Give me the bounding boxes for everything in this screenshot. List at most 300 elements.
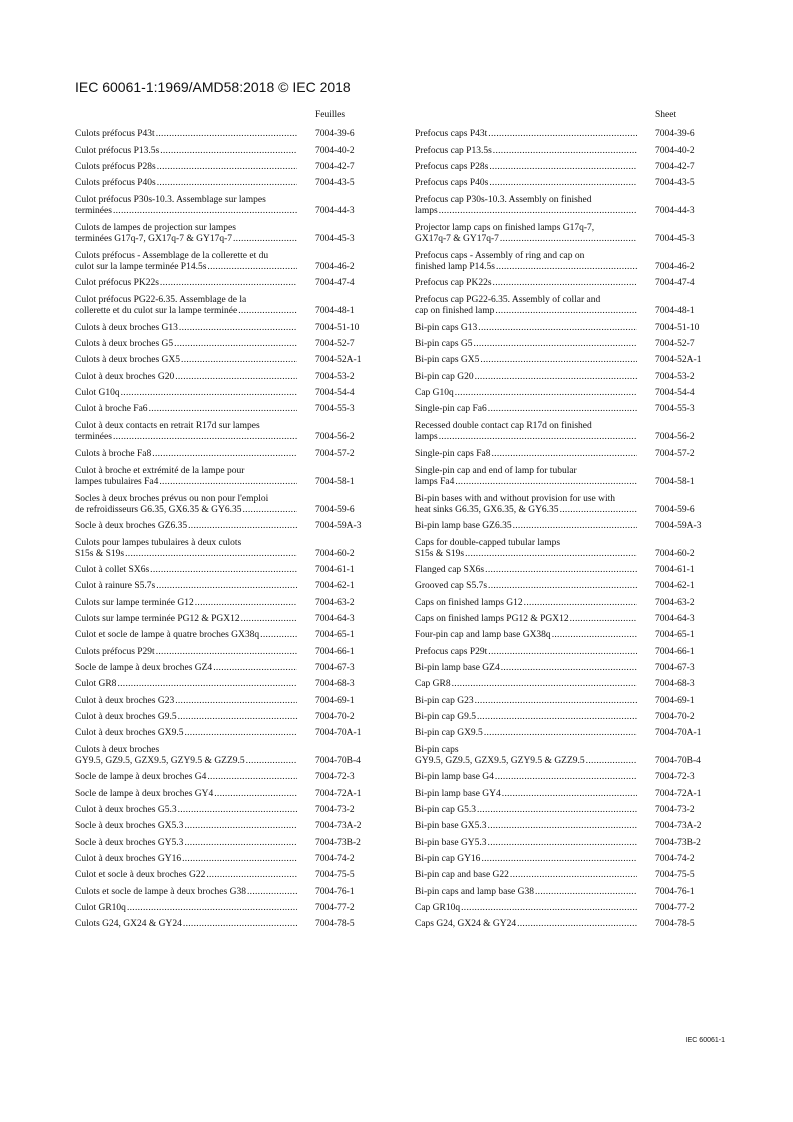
dot-leader	[439, 206, 637, 217]
dot-leader	[489, 162, 637, 173]
entry-title-line: finished lamp P14.5s	[415, 262, 495, 273]
entry-title-line: terminées G17q-7, GX17q-7 & GY17q-7	[75, 234, 232, 245]
dot-leader	[241, 614, 297, 625]
french-sheet-number: 7004-72-3	[315, 772, 355, 783]
english-sheet-number: 7004-77-2	[655, 902, 695, 913]
entry-title-line: Bi-pin caps G13	[415, 322, 478, 333]
english-sheet-number: 7004-59-6	[655, 504, 695, 515]
dot-leader	[247, 887, 297, 898]
entry-title-line: Culot préfocus PK22s	[75, 278, 159, 289]
entry-title-line: Bi-pin base GX5.3	[415, 821, 487, 832]
entry-title-line: Culots préfocus P40s	[75, 178, 156, 189]
english-entry-title	[415, 538, 637, 560]
french-sheet-number: 7004-47-4	[315, 278, 355, 289]
dot-leader	[570, 614, 637, 625]
dot-leader	[179, 323, 297, 334]
entry-title-line: Prefocus caps P40s	[415, 178, 489, 189]
contents-entry	[0, 898, 793, 914]
contents-entry	[0, 832, 793, 848]
french-entry-title	[75, 421, 297, 443]
dot-leader	[243, 505, 298, 516]
contents-entry	[0, 625, 793, 641]
english-entry-title	[415, 404, 637, 415]
english-sheet-number: 7004-63-2	[655, 597, 695, 608]
french-entry-title	[75, 129, 297, 140]
english-sheet-number: 7004-48-1	[655, 306, 695, 317]
english-entry-title	[415, 772, 637, 783]
entry-title-line: culot sur la lampe terminée P14.5s	[75, 262, 207, 273]
french-sheet-number: 7004-62-1	[315, 581, 355, 592]
french-sheet-number: 7004-59-6	[315, 504, 355, 515]
entry-title-line: Culot à collet SX6s	[75, 565, 150, 576]
french-sheet-number: 7004-78-5	[315, 919, 355, 930]
dot-leader	[480, 355, 637, 366]
english-sheet-number: 7004-75-5	[655, 870, 695, 881]
french-entry-title	[75, 630, 297, 641]
dot-leader	[178, 805, 297, 816]
english-sheet-column-header: Sheet	[655, 110, 677, 120]
french-sheet-number: 7004-70A-1	[315, 728, 362, 739]
english-sheet-number: 7004-40-2	[655, 145, 695, 156]
entry-title-line: Culots à deux broches G5	[75, 339, 174, 350]
contents-entry	[0, 881, 793, 897]
entry-title-line: terminées	[75, 432, 112, 443]
dot-leader	[156, 647, 297, 658]
contents-entry	[0, 767, 793, 783]
dot-leader	[157, 162, 297, 173]
entry-title-line: GX17q-7 & GY17q-7	[415, 234, 499, 245]
dot-leader	[156, 129, 297, 140]
entry-title-line: Culots à deux broches G13	[75, 322, 178, 333]
dot-leader	[481, 854, 637, 865]
entry-title-line: Bi-pin cap and base G22	[415, 870, 509, 881]
dot-leader	[517, 919, 637, 930]
entry-title-line: Culots préfocus - Assemblage de la collerette et du	[75, 251, 269, 262]
entry-title-line: Four-pin cap and lamp base GX38q	[415, 630, 551, 641]
french-sheet-number: 7004-45-3	[315, 234, 355, 245]
entry-title-line: Culot et socle à deux broches G22	[75, 870, 206, 881]
entry-title-line: heat sinks G6.35, GX6.35, & GY6.35	[415, 504, 559, 515]
dot-leader	[121, 388, 297, 399]
french-entry-title	[75, 251, 297, 273]
french-entry-title	[75, 854, 297, 865]
english-entry-title	[415, 598, 637, 609]
contents-entry	[0, 800, 793, 816]
entry-title-line: Culots à broche Fa8	[75, 448, 152, 459]
contents-entry	[0, 849, 793, 865]
entry-title-line: Culot préfocus P30s-10.3. Assemblage sur lampes	[75, 195, 266, 206]
dot-leader	[535, 887, 637, 898]
english-entry-title	[415, 251, 637, 273]
entry-title-line: Culot à deux broches G20	[75, 371, 175, 382]
entry-title-line: Prefocus caps - Assembly of ring and cap on	[415, 251, 585, 262]
entry-title-line: Bi-pin caps G5	[415, 339, 473, 350]
entry-title-line: Culot à broche Fa6	[75, 404, 148, 415]
english-sheet-number: 7004-60-2	[655, 548, 695, 559]
dot-leader	[207, 772, 297, 783]
entry-title-line: Socles à deux broches prévus ou non pour l'emploi	[75, 493, 269, 504]
dot-leader	[513, 521, 637, 532]
english-entry-title	[415, 581, 637, 592]
contents-entry	[0, 443, 793, 459]
french-entry-title	[75, 581, 297, 592]
dot-leader	[260, 630, 297, 641]
contents-entry	[0, 334, 793, 350]
entry-title-line: Bi-pin cap G20	[415, 371, 474, 382]
english-entry-title	[415, 614, 637, 625]
entry-title-line: Culot à deux broches GY16	[75, 853, 182, 864]
entry-title-line: Prefocus caps P29t	[415, 646, 488, 657]
entry-title-line: Cap GR10q	[415, 902, 461, 913]
french-sheet-number: 7004-73A-2	[315, 821, 362, 832]
entry-title-line: Caps for double-capped tubular lamps	[415, 537, 561, 548]
english-entry-title	[415, 494, 637, 516]
contents-entry	[0, 460, 793, 488]
english-entry-title	[415, 195, 637, 217]
english-entry-title	[415, 295, 637, 317]
entry-title-line: Prefocus cap PK22s	[415, 278, 492, 289]
french-sheet-number: 7004-67-3	[315, 662, 355, 673]
dot-leader	[493, 146, 637, 157]
french-sheet-number: 7004-57-2	[315, 448, 355, 459]
entry-title-line: Bi-pin cap G9.5	[415, 711, 476, 722]
english-entry-title	[415, 339, 637, 350]
dot-leader	[152, 449, 297, 460]
contents-entry	[0, 690, 793, 706]
english-entry-title	[415, 630, 637, 641]
french-sheet-number: 7004-73B-2	[315, 837, 361, 848]
dot-leader	[488, 838, 637, 849]
dot-leader	[174, 339, 297, 350]
contents-entry	[0, 783, 793, 799]
english-sheet-number: 7004-74-2	[655, 853, 695, 864]
english-sheet-number: 7004-76-1	[655, 886, 695, 897]
dot-leader	[500, 234, 637, 245]
french-entry-title	[75, 712, 297, 723]
french-entry-title	[75, 521, 297, 532]
english-sheet-number: 7004-55-3	[655, 404, 695, 415]
french-entry-title	[75, 146, 297, 157]
french-entry-title	[75, 494, 297, 516]
entry-title-line: Culot à deux broches G9.5	[75, 711, 177, 722]
entry-title-line: Culot à deux broches G5.3	[75, 805, 177, 816]
contents-entry	[0, 124, 793, 140]
entry-title-line: Culots préfocus P43t	[75, 129, 155, 140]
entry-title-line: Bi-pin lamp base GZ4	[415, 662, 500, 673]
french-entry-title	[75, 466, 297, 488]
english-sheet-number: 7004-73-2	[655, 805, 695, 816]
french-sheet-number: 7004-39-6	[315, 129, 355, 140]
contents-entry	[0, 592, 793, 608]
contents-entry	[0, 140, 793, 156]
entry-title-line: Culot préfocus PG22-6.35. Assemblage de la	[75, 295, 247, 306]
english-entry-title	[415, 323, 637, 334]
entry-title-line: Culots G24, GX24 & GY24	[75, 919, 182, 930]
english-entry-title	[415, 870, 637, 881]
dot-leader	[157, 178, 297, 189]
dot-leader	[552, 630, 637, 641]
french-entry-title	[75, 745, 297, 767]
english-sheet-number: 7004-57-2	[655, 448, 695, 459]
dot-leader	[488, 647, 637, 658]
dot-leader	[474, 339, 637, 350]
dot-leader	[178, 712, 297, 723]
entry-title-line: lamps Fa4	[415, 476, 455, 487]
english-entry-title	[415, 355, 637, 366]
contents-entry	[0, 674, 793, 690]
english-entry-title	[415, 223, 637, 245]
french-sheet-number: 7004-40-2	[315, 145, 355, 156]
entry-title-line: de refroidisseurs G6.35, GX6.35 & GY6.35	[75, 504, 242, 515]
entry-title-line: Culot et socle de lampe à quatre broches GX38q	[75, 630, 260, 641]
english-sheet-number: 7004-72A-1	[655, 788, 702, 799]
contents-entry	[0, 173, 793, 189]
french-sheet-number: 7004-76-1	[315, 886, 355, 897]
french-entry-title	[75, 372, 297, 383]
french-sheet-number: 7004-56-2	[315, 432, 355, 443]
dot-leader	[213, 663, 297, 674]
english-sheet-number: 7004-68-3	[655, 679, 695, 690]
french-entry-title	[75, 821, 297, 832]
dot-leader	[184, 821, 297, 832]
contents-entry	[0, 532, 793, 560]
english-entry-title	[415, 129, 637, 140]
english-sheet-number: 7004-69-1	[655, 695, 695, 706]
contents-entry	[0, 914, 793, 930]
entry-title-line: Culots sur lampe terminée PG12 & PGX12	[75, 614, 240, 625]
french-entry-title	[75, 278, 297, 289]
french-sheet-number: 7004-46-2	[315, 262, 355, 273]
contents-list	[0, 124, 793, 930]
french-sheet-number: 7004-55-3	[315, 404, 355, 415]
entry-title-line: Prefocus cap PG22-6.35. Assembly of collar and	[415, 295, 601, 306]
entry-title-line: Bi-pin caps GX5	[415, 355, 480, 366]
contents-entry	[0, 707, 793, 723]
english-entry-title	[415, 805, 637, 816]
french-entry-title	[75, 838, 297, 849]
entry-title-line: Cap GR8	[415, 679, 451, 690]
english-sheet-number: 7004-62-1	[655, 581, 695, 592]
entry-title-line: Socle à deux broches GZ6.35	[75, 520, 188, 531]
english-sheet-number: 7004-44-3	[655, 206, 695, 217]
contents-entry	[0, 723, 793, 739]
entry-title-line: Caps on finished lamps G12	[415, 597, 523, 608]
contents-entry	[0, 317, 793, 333]
entry-title-line: Flanged cap SX6s	[415, 565, 485, 576]
dot-leader	[488, 581, 637, 592]
entry-title-line: Culots sur lampe terminée G12	[75, 597, 194, 608]
contents-entry	[0, 350, 793, 366]
french-sheet-number: 7004-44-3	[315, 206, 355, 217]
dot-leader	[586, 756, 637, 767]
french-entry-title	[75, 789, 297, 800]
english-sheet-number: 7004-56-2	[655, 432, 695, 443]
french-entry-title	[75, 887, 297, 898]
english-sheet-number: 7004-59A-3	[655, 520, 702, 531]
contents-entry	[0, 366, 793, 382]
dot-leader	[501, 663, 637, 674]
contents-entry	[0, 816, 793, 832]
page-footer: IEC 60061-1	[685, 1037, 725, 1044]
dot-leader	[475, 372, 637, 383]
dot-leader	[214, 789, 297, 800]
dot-leader	[238, 306, 297, 317]
dot-leader	[246, 756, 297, 767]
english-sheet-number: 7004-51-10	[655, 322, 700, 333]
dot-leader	[125, 549, 297, 560]
french-sheet-number: 7004-65-1	[315, 630, 355, 641]
contents-entry	[0, 399, 793, 415]
french-entry-title	[75, 355, 297, 366]
english-sheet-number: 7004-54-4	[655, 387, 695, 398]
dot-leader	[156, 581, 297, 592]
english-sheet-number: 7004-70A-1	[655, 728, 702, 739]
french-entry-title	[75, 538, 297, 560]
entry-title-line: Socle à deux broches GY5.3	[75, 837, 184, 848]
french-sheet-number: 7004-60-2	[315, 548, 355, 559]
french-entry-title	[75, 295, 297, 317]
english-entry-title	[415, 421, 637, 443]
french-sheet-number: 7004-68-3	[315, 679, 355, 690]
dot-leader	[484, 728, 637, 739]
dot-leader	[184, 838, 297, 849]
dot-leader	[175, 372, 297, 383]
french-sheet-number: 7004-75-5	[315, 870, 355, 881]
entry-title-line: Bi-pin lamp base GZ6.35	[415, 520, 512, 531]
dot-leader	[184, 728, 297, 739]
entry-title-line: Culots à deux broches	[75, 745, 160, 756]
dot-leader	[188, 521, 297, 532]
contents-entry	[0, 658, 793, 674]
entry-title-line: Bi-pin lamp base G4	[415, 772, 494, 783]
dot-leader	[149, 404, 297, 415]
english-entry-title	[415, 565, 637, 576]
entry-title-line: GY9.5, GZ9.5, GZX9.5, GZY9.5 & GZZ9.5	[75, 756, 245, 767]
english-entry-title	[415, 178, 637, 189]
entry-title-line: Culot GR8	[75, 679, 117, 690]
english-sheet-number: 7004-73B-2	[655, 837, 701, 848]
contents-entry	[0, 609, 793, 625]
entry-title-line: Prefocus cap P30s-10.3. Assembly on finished	[415, 195, 592, 206]
entry-title-line: Prefocus caps P28s	[415, 161, 489, 172]
english-sheet-number: 7004-45-3	[655, 234, 695, 245]
french-entry-title	[75, 565, 297, 576]
dot-leader	[113, 206, 297, 217]
dot-leader	[455, 388, 637, 399]
english-sheet-number: 7004-46-2	[655, 262, 695, 273]
entry-title-line: Culots pour lampes tubulaires à deux culots	[75, 537, 242, 548]
entry-title-line: Culot à broche et extrémité de la lampe pour	[75, 465, 245, 476]
dot-leader	[183, 919, 297, 930]
entry-title-line: Bi-pin cap GY16	[415, 853, 481, 864]
entry-title-line: S15s & S19s	[415, 548, 465, 559]
french-sheet-column-header: Feuilles	[315, 110, 346, 120]
dot-leader	[491, 449, 637, 460]
english-entry-title	[415, 903, 637, 914]
french-entry-title	[75, 388, 297, 399]
english-sheet-number: 7004-65-1	[655, 630, 695, 641]
french-entry-title	[75, 195, 297, 217]
entry-title-line: Single-pin cap Fa6	[415, 404, 487, 415]
english-sheet-number: 7004-66-1	[655, 646, 695, 657]
dot-leader	[493, 278, 637, 289]
entry-title-line: Bi-pin base GY5.3	[415, 837, 487, 848]
french-entry-title	[75, 696, 297, 707]
entry-title-line: Bi-pin cap G5.3	[415, 805, 476, 816]
entry-title-line: Bi-pin cap G23	[415, 695, 474, 706]
dot-leader	[477, 712, 637, 723]
dot-leader	[461, 903, 637, 914]
dot-leader	[160, 146, 297, 157]
contents-entry	[0, 865, 793, 881]
english-entry-title	[415, 647, 637, 658]
entry-title-line: cap on finished lamp	[415, 306, 495, 317]
english-sheet-number: 7004-42-7	[655, 161, 695, 172]
entry-title-line: terminées	[75, 206, 112, 217]
french-sheet-number: 7004-73-2	[315, 805, 355, 816]
entry-title-line: collerette et du culot sur la lampe terminée	[75, 306, 238, 317]
entry-title-line: Culot G10q	[75, 387, 120, 398]
contents-entry	[0, 415, 793, 443]
english-sheet-number: 7004-64-3	[655, 614, 695, 625]
entry-title-line: Caps on finished lamps PG12 & PGX12	[415, 614, 569, 625]
contents-entry	[0, 157, 793, 173]
entry-title-line: Culots préfocus P28s	[75, 161, 156, 172]
french-sheet-number: 7004-70B-4	[315, 756, 361, 767]
dot-leader	[485, 565, 637, 576]
english-entry-title	[415, 449, 637, 460]
dot-leader	[475, 696, 637, 707]
entry-title-line: Culot à rainure S5.7s	[75, 581, 156, 592]
french-sheet-number: 7004-51-10	[315, 322, 360, 333]
dot-leader	[207, 262, 297, 273]
french-sheet-number: 7004-66-1	[315, 646, 355, 657]
entry-title-line: Projector lamp caps on finished lamps G17q-7,	[415, 223, 595, 234]
english-entry-title	[415, 712, 637, 723]
dot-leader	[182, 854, 297, 865]
dot-leader	[439, 432, 637, 443]
english-sheet-number: 7004-43-5	[655, 178, 695, 189]
entry-title-line: Socle de lampe à deux broches G4	[75, 772, 207, 783]
english-sheet-number: 7004-72-3	[655, 772, 695, 783]
dot-leader	[113, 432, 297, 443]
entry-title-line: Single-pin caps Fa8	[415, 448, 491, 459]
french-sheet-number: 7004-74-2	[315, 853, 355, 864]
french-sheet-number: 7004-52-7	[315, 339, 355, 350]
contents-entry	[0, 189, 793, 217]
french-entry-title	[75, 870, 297, 881]
french-entry-title	[75, 339, 297, 350]
document-header: IEC 60061-1:1969/AMD58:2018 © IEC 2018	[75, 79, 351, 95]
english-entry-title	[415, 372, 637, 383]
french-sheet-number: 7004-64-3	[315, 614, 355, 625]
contents-entry	[0, 383, 793, 399]
english-entry-title	[415, 146, 637, 157]
french-entry-title	[75, 162, 297, 173]
french-entry-title	[75, 919, 297, 930]
french-sheet-number: 7004-72A-1	[315, 788, 362, 799]
entry-title-line: Culots et socle de lampe à deux broches G38	[75, 886, 246, 897]
dot-leader	[465, 549, 637, 560]
english-sheet-number: 7004-52A-1	[655, 355, 702, 366]
french-entry-title	[75, 598, 297, 609]
contents-entry	[0, 217, 793, 245]
contents-entry	[0, 488, 793, 516]
french-entry-title	[75, 903, 297, 914]
english-entry-title	[415, 521, 637, 532]
dot-leader	[175, 696, 297, 707]
entry-title-line: Socle de lampe à deux broches GY4	[75, 788, 214, 799]
